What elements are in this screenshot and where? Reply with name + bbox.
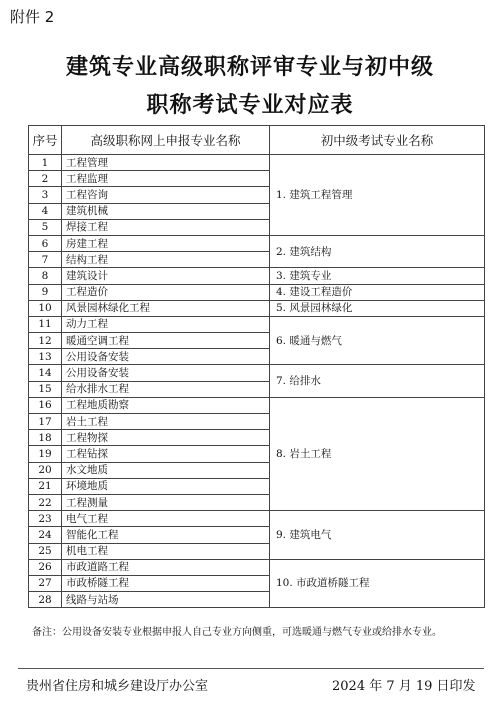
exam-spec-group: 4. 建设工程造价 xyxy=(270,284,485,300)
senior-spec-name: 环境地质 xyxy=(62,478,270,494)
row-number: 1 xyxy=(29,155,62,171)
row-number: 22 xyxy=(29,494,62,510)
senior-spec-name: 风景园林绿化工程 xyxy=(62,300,270,316)
exam-spec-group: 1. 建筑工程管理 xyxy=(270,155,485,236)
header-senior-spec: 高级职称网上申报专业名称 xyxy=(62,126,270,155)
senior-spec-name: 公用设备安装 xyxy=(62,349,270,365)
exam-spec-group: 10. 市政道桥隧工程 xyxy=(270,559,485,608)
row-number: 8 xyxy=(29,268,62,284)
row-number: 6 xyxy=(29,235,62,251)
senior-spec-name: 市政桥隧工程 xyxy=(62,575,270,591)
exam-spec-group: 5. 风景园林绿化 xyxy=(270,300,485,316)
row-number: 3 xyxy=(29,187,62,203)
senior-spec-name: 工程管理 xyxy=(62,155,270,171)
senior-spec-name: 暖通空调工程 xyxy=(62,333,270,349)
row-number: 5 xyxy=(29,219,62,235)
senior-spec-name: 建筑设计 xyxy=(62,268,270,284)
row-number: 16 xyxy=(29,397,62,413)
table-row xyxy=(29,365,485,381)
header-no: 序号 xyxy=(29,126,62,155)
footer-divider xyxy=(18,668,484,669)
senior-spec-name: 工程咨询 xyxy=(62,187,270,203)
table-row xyxy=(29,268,485,284)
senior-spec-name: 机电工程 xyxy=(62,543,270,559)
exam-spec-group: 9. 建筑电气 xyxy=(270,511,485,560)
row-number: 27 xyxy=(29,575,62,591)
senior-spec-name: 给水排水工程 xyxy=(62,381,270,397)
row-number: 24 xyxy=(29,527,62,543)
senior-spec-name: 动力工程 xyxy=(62,316,270,332)
row-number: 26 xyxy=(29,559,62,575)
row-number: 19 xyxy=(29,446,62,462)
row-number: 25 xyxy=(29,543,62,559)
row-number: 15 xyxy=(29,381,62,397)
senior-spec-name: 公用设备安装 xyxy=(62,365,270,381)
table-row xyxy=(29,155,485,171)
table-note: 备注：公用设备安装专业根据申报人自己专业方向侧重，可选暖通与燃气专业或给排水专业。 xyxy=(32,627,442,638)
attachment-label: 附件 2 xyxy=(10,8,55,26)
senior-spec-name: 水文地质 xyxy=(62,462,270,478)
row-number: 13 xyxy=(29,349,62,365)
senior-spec-name: 工程监理 xyxy=(62,171,270,187)
issue-date: 2024 年 7 月 19 日印发 xyxy=(332,679,476,694)
senior-spec-name: 结构工程 xyxy=(62,252,270,268)
exam-spec-group: 2. 建筑结构 xyxy=(270,235,485,267)
senior-spec-name: 市政道路工程 xyxy=(62,559,270,575)
senior-spec-name: 工程地质勘察 xyxy=(62,397,270,413)
exam-spec-group: 7. 给排水 xyxy=(270,365,485,397)
row-number: 23 xyxy=(29,511,62,527)
table-row xyxy=(29,397,485,413)
senior-spec-name: 电气工程 xyxy=(62,511,270,527)
senior-spec-name: 焊接工程 xyxy=(62,219,270,235)
senior-spec-name: 工程钻探 xyxy=(62,446,270,462)
row-number: 14 xyxy=(29,365,62,381)
row-number: 9 xyxy=(29,284,62,300)
table-row xyxy=(29,559,485,575)
correspondence-table xyxy=(28,125,485,608)
row-number: 4 xyxy=(29,203,62,219)
table-row xyxy=(29,316,485,332)
senior-spec-name: 工程测量 xyxy=(62,494,270,510)
row-number: 18 xyxy=(29,430,62,446)
senior-spec-name: 建筑机械 xyxy=(62,203,270,219)
row-number: 12 xyxy=(29,333,62,349)
senior-spec-name: 线路与站场 xyxy=(62,592,270,608)
senior-spec-name: 工程造价 xyxy=(62,284,270,300)
table-header-row xyxy=(29,126,485,155)
row-number: 21 xyxy=(29,478,62,494)
exam-spec-group: 6. 暖通与燃气 xyxy=(270,316,485,365)
exam-spec-group: 3. 建筑专业 xyxy=(270,268,485,284)
issuing-office: 贵州省住房和城乡建设厅办公室 xyxy=(26,679,209,694)
senior-spec-name: 智能化工程 xyxy=(62,527,270,543)
senior-spec-name: 工程物探 xyxy=(62,430,270,446)
header-exam-spec: 初中级考试专业名称 xyxy=(270,126,485,155)
table-row xyxy=(29,235,485,251)
exam-spec-group: 8. 岩土工程 xyxy=(270,397,485,510)
row-number: 28 xyxy=(29,592,62,608)
senior-spec-name: 岩土工程 xyxy=(62,414,270,430)
row-number: 7 xyxy=(29,252,62,268)
senior-spec-name: 房建工程 xyxy=(62,235,270,251)
page-title-line1: 建筑专业高级职称评审专业与初中级 xyxy=(65,54,434,80)
row-number: 2 xyxy=(29,171,62,187)
page-title-line2: 职称考试专业对应表 xyxy=(146,92,354,118)
row-number: 11 xyxy=(29,316,62,332)
table-row xyxy=(29,284,485,300)
row-number: 17 xyxy=(29,414,62,430)
table-row xyxy=(29,511,485,527)
row-number: 20 xyxy=(29,462,62,478)
table-row xyxy=(29,300,485,316)
row-number: 10 xyxy=(29,300,62,316)
